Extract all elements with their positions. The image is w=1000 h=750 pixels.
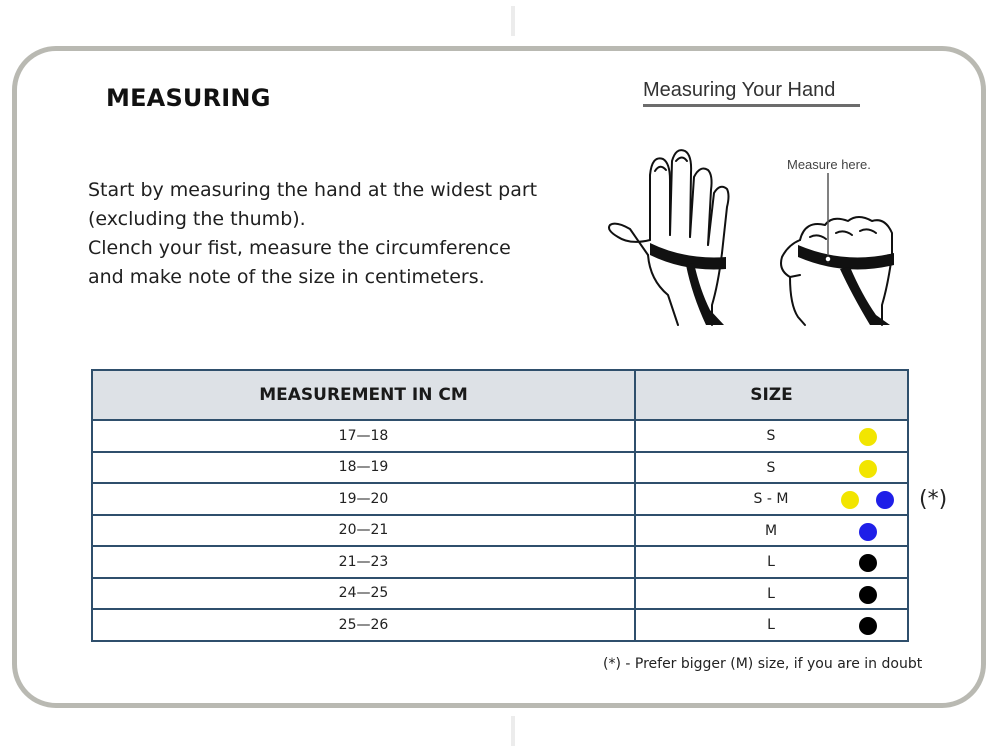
- size-label: S: [766, 428, 776, 444]
- size-cell: [635, 546, 908, 578]
- size-cell: [635, 452, 908, 484]
- table-row: [92, 515, 908, 547]
- size-cell: [635, 420, 908, 452]
- instruction-line: (excluding the thumb).: [88, 208, 306, 230]
- note-marker: (*): [919, 487, 948, 512]
- page-title: MEASURING: [106, 84, 271, 112]
- size-label: M: [764, 522, 778, 539]
- size-color-dot-s: [859, 460, 877, 478]
- bottom-divider-tick: [511, 716, 515, 746]
- instructions-text: [88, 176, 588, 292]
- size-color-dot-l: [859, 586, 877, 604]
- size-color-dot-s: [841, 491, 859, 509]
- size-color-dot-m: [859, 523, 877, 541]
- measure-here-callout: Measure here.: [787, 157, 871, 172]
- instruction-line: and make note of the size in centimeters.: [88, 266, 485, 288]
- illustration-title: Measuring Your Hand: [643, 79, 836, 101]
- size-column-header: SIZE: [635, 370, 908, 420]
- size-cell: [635, 515, 908, 547]
- measurement-cell: 18—19: [92, 452, 635, 484]
- top-divider-tick: [511, 6, 515, 36]
- table-row: [92, 420, 908, 452]
- measurement-cell: 19—20: [92, 483, 635, 515]
- instruction-line: Clench your fist, measure the circumference: [88, 237, 511, 259]
- size-cell: [635, 483, 908, 515]
- size-label: S: [766, 459, 776, 476]
- size-label: L: [767, 554, 775, 570]
- hand-measuring-illustration: [600, 145, 910, 330]
- size-color-dot-l: [859, 554, 877, 572]
- table-row: [92, 546, 908, 578]
- instruction-line: Start by measuring the hand at the widest part: [88, 179, 538, 201]
- size-color-dot-l: [859, 617, 877, 635]
- table-row: [92, 609, 908, 641]
- fist-icon: [781, 217, 892, 325]
- measurement-cell: 25—26: [92, 609, 635, 641]
- table-row: [92, 578, 908, 610]
- size-chart-table: [91, 369, 909, 642]
- illustration-title-underline: [643, 104, 860, 107]
- measurement-cell: 24—25: [92, 578, 635, 610]
- size-color-dot-s: [859, 428, 877, 446]
- size-cell: [635, 609, 908, 641]
- size-label: S - M: [753, 491, 789, 507]
- table-header-row: [92, 370, 908, 420]
- size-color-dot-m: [876, 491, 894, 509]
- measurement-cell: 17—18: [92, 420, 635, 452]
- table-row: [92, 452, 908, 484]
- footnote-text: (*) - Prefer bigger (M) size, if you are in doubt: [603, 656, 923, 672]
- measurement-cell: 20—21: [92, 515, 635, 547]
- table-row: [92, 483, 908, 515]
- open-hand-icon: [609, 150, 729, 325]
- size-cell: [635, 578, 908, 610]
- size-label: L: [767, 617, 775, 633]
- tape-band-fist: [798, 245, 894, 270]
- measure-point-dot: [825, 256, 831, 262]
- measurement-column-header: MEASUREMENT IN CM: [92, 370, 635, 420]
- measurement-cell: 21—23: [92, 546, 635, 578]
- size-label: L: [767, 585, 775, 602]
